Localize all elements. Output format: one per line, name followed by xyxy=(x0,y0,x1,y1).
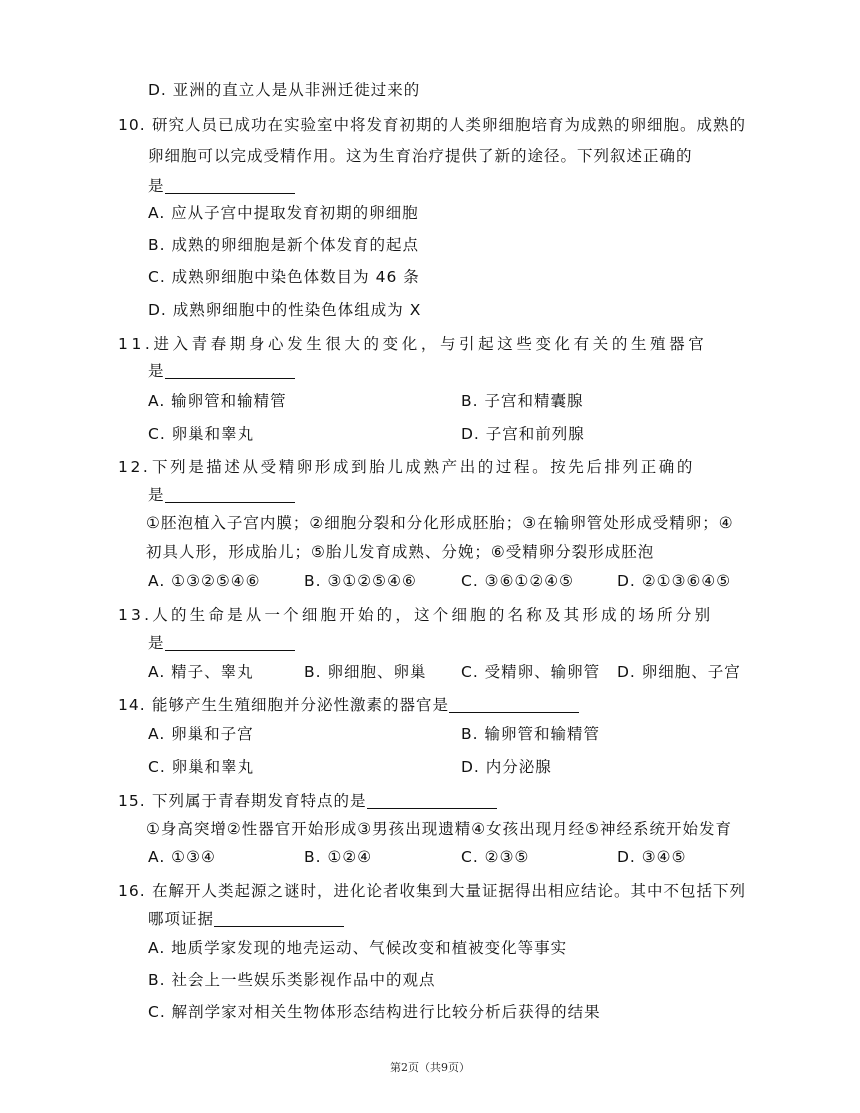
q14-answer-blank[interactable] xyxy=(449,694,579,713)
q14-stem-text1: 能够产生生殖细胞并分泌性激素的器官是 xyxy=(152,696,450,714)
q14-option-b: B. 输卵管和输精管 xyxy=(461,725,600,743)
q13-stem-text1: 人的生命是从一个细胞开始的，这个细胞的名称及其形成的场所分别 xyxy=(152,606,714,624)
q15-option-b: B. ①②④ xyxy=(304,848,373,866)
q10-stem-line3 xyxy=(148,175,295,197)
q12-stem-line2 xyxy=(148,484,295,506)
q13-answer-blank[interactable] xyxy=(165,632,295,651)
q16-option-c: C. 解剖学家对相关生物体形态结构进行比较分析后获得的结果 xyxy=(148,1003,601,1021)
q13-option-a: A. 精子、睾丸 xyxy=(148,663,254,681)
q11-number: 11. xyxy=(118,335,154,353)
q11-option-c: C. 卵巢和睾丸 xyxy=(148,425,255,443)
q14-stem-line1 xyxy=(118,694,579,716)
q16-number: 16. xyxy=(118,882,146,900)
q9-option-d: D. 亚洲的直立人是从非洲迁徙过来的 xyxy=(148,81,421,99)
q15-option-d: D. ③④⑤ xyxy=(617,848,687,866)
q10-option-b: B. 成熟的卵细胞是新个体发育的起点 xyxy=(148,236,419,254)
q12-stem-line1 xyxy=(118,456,695,478)
q13-option-d: D. 卵细胞、子宫 xyxy=(617,663,741,681)
q16-stem-text1: 在解开人类起源之谜时，进化论者收集到大量证据得出相应结论。其中不包括下列 xyxy=(152,882,747,900)
q12-stem-text1: 下列是描述从受精卵形成到胎儿成熟产出的过程。按先后排列正确的 xyxy=(152,458,696,476)
q16-stem-line2 xyxy=(148,908,344,930)
q12-stem-text2: 是 xyxy=(148,486,165,504)
q13-option-b: B. 卵细胞、卵巢 xyxy=(304,663,427,681)
q14-option-d: D. 内分泌腺 xyxy=(461,758,552,776)
q11-answer-blank[interactable] xyxy=(165,360,295,379)
q11-stem-line1 xyxy=(118,333,707,355)
q10-stem-text3: 是 xyxy=(148,177,165,195)
q11-option-b: B. 子宫和精囊腺 xyxy=(461,392,584,410)
q16-option-b: B. 社会上一些娱乐类影视作品中的观点 xyxy=(148,971,436,989)
q10-option-a: A. 应从子宫中提取发育初期的卵细胞 xyxy=(148,204,419,222)
q13-option-c: C. 受精卵、输卵管 xyxy=(461,663,601,681)
q12-sequence-line2: 初具人形，形成胎儿；⑤胎儿发育成熟、分娩；⑥受精卵分裂形成胚泡 xyxy=(146,543,655,561)
q13-stem-line1 xyxy=(118,604,713,626)
q12-option-b: B. ③①②⑤④⑥ xyxy=(304,572,417,590)
q13-stem-text2: 是 xyxy=(148,634,165,652)
q15-number: 15. xyxy=(118,792,146,810)
q15-statements: ①身高突增②性器官开始形成③男孩出现遗精④女孩出现月经⑤神经系统开始发育 xyxy=(146,820,732,838)
q11-stem-text2: 是 xyxy=(148,362,165,380)
q12-answer-blank[interactable] xyxy=(165,484,295,503)
q14-option-a: A. 卵巢和子宫 xyxy=(148,725,254,743)
q10-stem-line2: 卵细胞可以完成受精作用。这为生育治疗提供了新的途径。下列叙述正确的 xyxy=(148,147,693,165)
q15-answer-blank[interactable] xyxy=(367,790,497,809)
q11-stem-text1: 进入青春期身心发生很大的变化，与引起这些变化有关的生殖器官 xyxy=(153,335,708,353)
q16-answer-blank[interactable] xyxy=(214,908,344,927)
q10-stem-line1 xyxy=(118,114,746,136)
q15-stem-text1: 下列属于青春期发育特点的是 xyxy=(152,792,367,810)
page-number-footer: 第2页（共9页） xyxy=(390,1061,470,1074)
q12-sequence-line1: ①胚泡植入子宫内膜；②细胞分裂和分化形成胚胎；③在输卵管处形成受精卵；④ xyxy=(146,514,734,532)
q14-number: 14. xyxy=(118,696,146,714)
q12-option-a: A. ①③②⑤④⑥ xyxy=(148,572,261,590)
q15-option-c: C. ②③⑤ xyxy=(461,848,530,866)
q16-stem-line1 xyxy=(118,880,746,902)
q13-stem-line2 xyxy=(148,632,295,654)
q12-number: 12. xyxy=(118,458,151,476)
q12-option-d: D. ②①③⑥④⑤ xyxy=(617,572,732,590)
q10-option-d: D. 成熟卵细胞中的性染色体组成为 X xyxy=(148,301,422,319)
q14-option-c: C. 卵巢和睾丸 xyxy=(148,758,255,776)
q16-stem-text2: 哪项证据 xyxy=(148,910,215,928)
q12-option-c: C. ③⑥①②④⑤ xyxy=(461,572,575,590)
q10-number: 10. xyxy=(118,116,146,134)
q11-stem-line2 xyxy=(148,360,295,382)
q15-stem-line1 xyxy=(118,790,497,812)
q16-option-a: A. 地质学家发现的地壳运动、气候改变和植被变化等事实 xyxy=(148,939,568,957)
q15-option-a: A. ①③④ xyxy=(148,848,216,866)
q13-number: 13. xyxy=(118,606,153,624)
q10-stem-text1: 研究人员已成功在实验室中将发育初期的人类卵细胞培育为成熟的卵细胞。成熟的 xyxy=(152,116,747,134)
q11-option-d: D. 子宫和前列腺 xyxy=(461,425,585,443)
q11-option-a: A. 输卵管和输精管 xyxy=(148,392,287,410)
q10-option-c: C. 成熟卵细胞中染色体数目为 46 条 xyxy=(148,268,420,286)
q10-answer-blank[interactable] xyxy=(165,175,295,194)
